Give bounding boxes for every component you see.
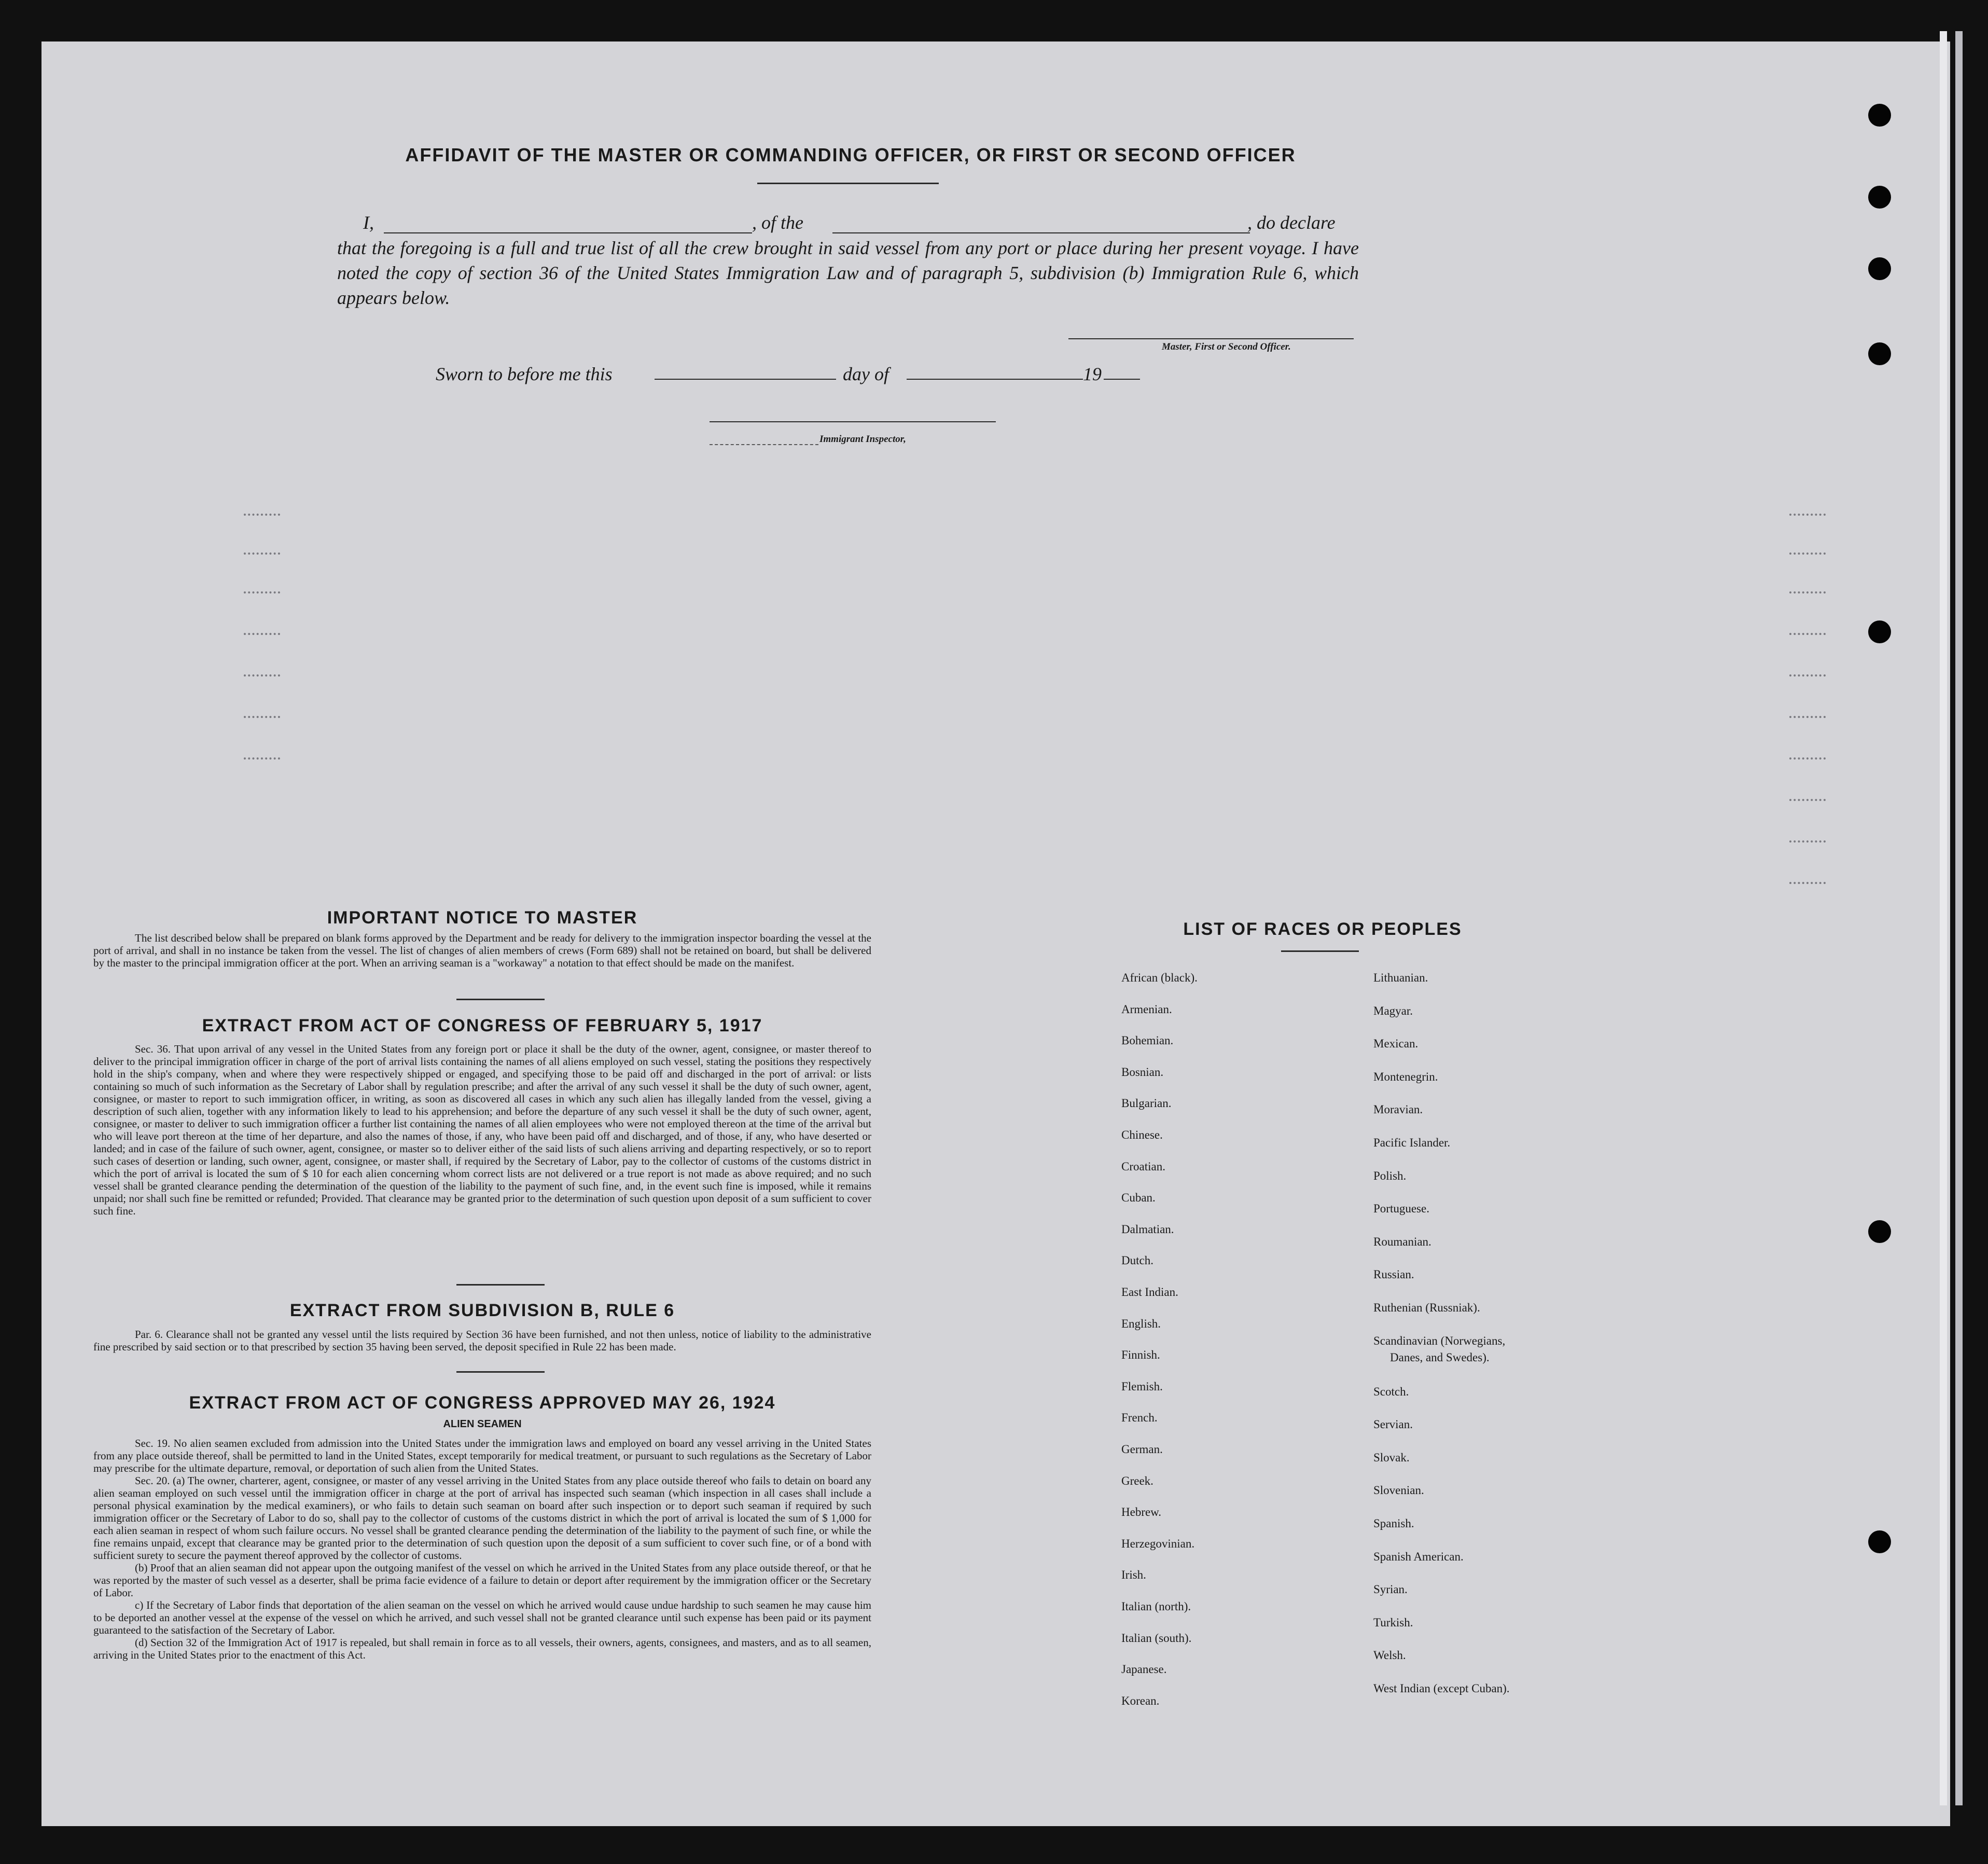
month-blank[interactable]	[907, 379, 1083, 380]
race-item: Mexican.	[1373, 1037, 1419, 1051]
inspector-line[interactable]	[710, 421, 996, 422]
race-item: Bosnian.	[1121, 1065, 1164, 1079]
row-mark	[1789, 757, 1826, 760]
divider	[456, 1371, 545, 1373]
race-item: Irish.	[1121, 1568, 1146, 1582]
race-item: Syrian.	[1373, 1583, 1408, 1596]
divider	[456, 1284, 545, 1286]
sworn-day-blank[interactable]	[655, 379, 836, 380]
rule6-text	[93, 1328, 871, 1353]
year-prefix: 19	[1083, 364, 1102, 384]
rule6-paragraph: Par. 6. Clearance shall not be granted any vessel until the lists required by Section 36 have been furnished, and not then unless, notice of liability to the administrative fine prescribed by said section or to that prescribed by section 35 having been served, the deposit specified in Rule 22 has been made.	[93, 1328, 871, 1353]
race-item: Servian.	[1373, 1418, 1413, 1431]
race-item: German.	[1121, 1443, 1163, 1456]
race-item: Spanish American.	[1373, 1550, 1464, 1563]
row-mark	[1789, 514, 1826, 516]
sec20a-paragraph: Sec. 20. (a) The owner, charterer, agent, consignee, or master of any vessel arriving in the United States from any place outside thereof who fails to detain on board any alien seaman employed on such vessel until the immigration officer in charge at the port of arrival has inspected such seaman (which inspection in all cases shall include a personal physical examination by the medical examiners), or who fails to detain such seaman on board after such inspection or to deport such seaman if required by such immigration officer or the Secretary of Labor to do so, shall pay to the collector of customs of the customs district in which the port of arrival is located the sum of $ 1,000 for each alien seaman in respect of whom such failure occurs. No vessel shall be granted clearance pending the determination of the liability to the payment of such fine, or while the fine remains unpaid, except that clearance may be granted prior to the determination of such question upon the deposit of a sum sufficient to cover such fine, or of a bond with sufficient surety to secure the payment thereof approved by the collector of customs.	[93, 1474, 871, 1562]
race-item: Croatian.	[1121, 1159, 1165, 1173]
notice-text	[93, 932, 871, 969]
race-item: Slovenian.	[1373, 1484, 1424, 1497]
race-item: Polish.	[1373, 1169, 1407, 1182]
race-item: English.	[1121, 1317, 1161, 1330]
race-item: Pacific Islander.	[1373, 1136, 1451, 1149]
row-mark	[244, 757, 280, 760]
race-item: Portuguese.	[1373, 1202, 1429, 1216]
race-item: Danes, and Swedes).	[1390, 1350, 1490, 1364]
row-mark	[1789, 716, 1826, 718]
sec19-paragraph: Sec. 19. No alien seamen excluded from admission into the United States under the immigration laws and employed on board any vessel arriving in the United States from any place outside thereof, shall be permitted to land in the United States, except temporarily for medical treatment, or pursuant to such regulations as the Secretary of Labor may prescribe for the ultimate departure, removal, or deportation of such alien from the United States.	[93, 1437, 871, 1474]
name-blank[interactable]	[384, 232, 752, 233]
race-item: Herzegovinian.	[1121, 1537, 1195, 1550]
row-mark	[1789, 674, 1826, 676]
race-item: Dalmatian.	[1121, 1222, 1174, 1236]
section-36-paragraph: Sec. 36. That upon arrival of any vessel in the United States from any foreign port or place it shall be the duty of the owner, agent, consignee, or master thereof to deliver to the principal immigration officer in charge of the port of arrival lists containing the names of all aliens employed on such vessel, stating the positions they respectively hold in the ship's company, when and where they were respectively shipped or engaged, and specifying those to be paid off and discharged in the port of arrival: or lists containing so much of such information as the Secretary of Labor shall by regulation prescribe; and after the arrival of any such vessel it shall be the duty of such owner, agent, consignee, or master to report to such immigration officer, in writing, as soon as discovered all cases in which any such alien has illegally landed from the vessel, giving a description of such alien, together with any information likely to lead to his apprehension; and before the departure of any such vessel it shall be the duty of such owner, agent, consignee, or master to deliver to such immigration officer a further list containing the names of all alien employees who were not employed thereon at the time of the arrival but who will leave port thereon at the time of her departure, and also the names of those, if any, who have been paid off and discharged, and of those, if any, who have deserted or landed; and in case of the failure of such owner, agent, consignee, or master so to deliver either of the said lists of such aliens arriving and departing respectively, or so to report such cases of desertion or landing, such owner, agent, consignee, or master shall, if required by the Secretary of Labor, pay to the collector of customs of the customs district in which the port of arrival is located the sum of $ 10 for each alien concerning whom correct lists are not delivered or a true report is not made as above required; and no such vessel shall be granted clearance pending the determination of the question of the liability to the payment of such fine, and, in the event such fine is imposed, while it remains unpaid; nor shall such fine be remitted or refunded; Provided. That clearance may be granted prior to the determination of such question upon deposit of a sum sufficient to cover such fine.	[93, 1043, 871, 1217]
race-item: Bulgarian.	[1121, 1097, 1172, 1110]
inspector-dash	[710, 444, 818, 445]
row-mark	[1789, 633, 1826, 635]
race-item: Spanish.	[1373, 1517, 1414, 1530]
race-item: Finnish.	[1121, 1348, 1160, 1362]
race-item: Bohemian.	[1121, 1034, 1174, 1047]
row-mark	[1789, 799, 1826, 801]
row-mark	[1789, 840, 1826, 843]
race-item: West Indian (except Cuban).	[1373, 1682, 1510, 1695]
binder-hole	[1868, 257, 1891, 280]
extract-1924-title: EXTRACT FROM ACT OF CONGRESS APPROVED MAY 26, 1924	[189, 1393, 776, 1413]
rule6-title: EXTRACT FROM SUBDIVISION B, RULE 6	[289, 1301, 675, 1320]
race-item: Armenian.	[1121, 1002, 1172, 1016]
inspector-label: Immigrant Inspector,	[819, 434, 906, 445]
extract-1917-text	[93, 1043, 871, 1217]
affidavit-of-the: , of the	[752, 212, 803, 233]
affidavit-body: that the foregoing is a full and true list of all the crew brought in said vessel from any port or place during her present voyage. I have noted the copy of section 36 of the United States Immigration Law and of paragraph 5, subdivision (b) Immigration Rule 6, which appears below.	[337, 238, 1359, 308]
race-item: Flemish.	[1121, 1379, 1163, 1393]
affidavit-title: AFFIDAVIT OF THE MASTER OR COMMANDING OFFICER, OR FIRST OR SECOND OFFICER	[405, 144, 1296, 165]
race-item: Ruthenian (Russniak).	[1373, 1301, 1480, 1314]
race-item: East Indian.	[1121, 1286, 1178, 1299]
vessel-blank[interactable]	[832, 232, 1250, 233]
binder-hole	[1868, 104, 1891, 127]
binder-hole	[1868, 1530, 1891, 1553]
notice-paragraph: The list described below shall be prepared on blank forms approved by the Department and be ready for delivery to the immigration inspector boarding the vessel at the port of arrival, and shall in no instance be taken from the vessel. The list of changes of alien members of crews (Form 689) shall not be retained on board, but shall be delivered by the master to the principal immigration officer at the port. When an arriving seaman is a "workaway" a notation to that effect should be made on the manifest.	[93, 932, 871, 969]
affidavit-declare: , do declare	[1247, 212, 1336, 233]
binder-hole	[1868, 186, 1891, 209]
race-item: French.	[1121, 1411, 1158, 1425]
signature-line[interactable]	[1068, 338, 1354, 339]
race-item: Magyar.	[1373, 1004, 1413, 1017]
extract-1917-title: EXTRACT FROM ACT OF CONGRESS OF FEBRUARY 5, 1917	[202, 1016, 763, 1035]
row-mark	[244, 591, 280, 593]
row-mark	[244, 674, 280, 676]
race-item: Dutch.	[1121, 1254, 1153, 1267]
sec20b-paragraph: (b) Proof that an alien seaman did not appear upon the outgoing manifest of the vessel on which he arrived in the United States from any place outside thereof, or that he was reported by the master of such vessel as a deserter, shall be prima facie evidence of a failure to detain or deport after requirement by the immigration officer or the Secretary of Labor.	[93, 1562, 871, 1599]
notice-title: IMPORTANT NOTICE TO MASTER	[327, 908, 638, 928]
row-mark	[244, 514, 280, 516]
race-item: Scandinavian (Norwegians,	[1373, 1334, 1506, 1347]
day-of-text: day of	[843, 364, 889, 384]
race-item: Italian (south).	[1121, 1631, 1192, 1645]
race-item: Russian.	[1373, 1268, 1414, 1281]
race-item: African (black).	[1121, 971, 1198, 984]
page-edge	[1955, 31, 1963, 1805]
binder-hole	[1868, 342, 1891, 365]
extract-1924-text	[93, 1437, 871, 1661]
race-item: Hebrew.	[1121, 1506, 1162, 1519]
sec20c-paragraph: c) If the Secretary of Labor finds that deportation of the alien seaman on the vessel on which he arrived would cause undue hardship to such seamen he may cause him to be deported an another vessel at the expense of the vessel on which he arrived, and such vessel shall not be granted clearance until such expense has been paid or its payment guaranteed to the satisfaction of the Secretary of Labor.	[93, 1599, 871, 1636]
race-item: Italian (north).	[1121, 1600, 1191, 1613]
race-item: Scotch.	[1373, 1385, 1409, 1398]
race-item: Japanese.	[1121, 1663, 1167, 1676]
race-item: Welsh.	[1373, 1649, 1406, 1662]
race-item: Slovak.	[1373, 1451, 1410, 1464]
race-item: Moravian.	[1373, 1103, 1423, 1116]
page-edge	[1940, 31, 1947, 1805]
sworn-text: Sworn to before me this	[436, 364, 613, 384]
row-mark	[1789, 553, 1826, 555]
year-blank[interactable]	[1104, 379, 1140, 380]
row-mark	[244, 553, 280, 555]
race-item: Turkish.	[1373, 1616, 1413, 1629]
alien-seamen-subtitle: ALIEN SEAMEN	[443, 1418, 522, 1430]
race-item: Korean.	[1121, 1694, 1160, 1707]
row-mark	[1789, 882, 1826, 884]
row-mark	[1789, 591, 1826, 593]
race-item: Cuban.	[1121, 1191, 1156, 1205]
sec20d-paragraph: (d) Section 32 of the Immigration Act of 1917 is repealed, but shall remain in force as to all vessels, their owners, agents, consignees, and masters, and as to all seamen, arriving in the United States prior to the enactment of this Act.	[93, 1636, 871, 1661]
signature-label: Master, First or Second Officer.	[1162, 341, 1291, 352]
races-title: LIST OF RACES OR PEOPLES	[1183, 919, 1462, 939]
title-underline	[757, 183, 939, 184]
binder-hole	[1868, 1220, 1891, 1243]
race-item: Roumanian.	[1373, 1235, 1431, 1248]
affidavit-i: I,	[363, 212, 374, 233]
binder-hole	[1868, 620, 1891, 643]
race-item: Greek.	[1121, 1474, 1153, 1487]
divider	[456, 999, 545, 1000]
row-mark	[244, 633, 280, 635]
race-item: Chinese.	[1121, 1128, 1163, 1141]
race-item: Montenegrin.	[1373, 1070, 1438, 1083]
row-mark	[244, 716, 280, 718]
race-item: Lithuanian.	[1373, 971, 1428, 984]
divider	[1281, 950, 1359, 952]
